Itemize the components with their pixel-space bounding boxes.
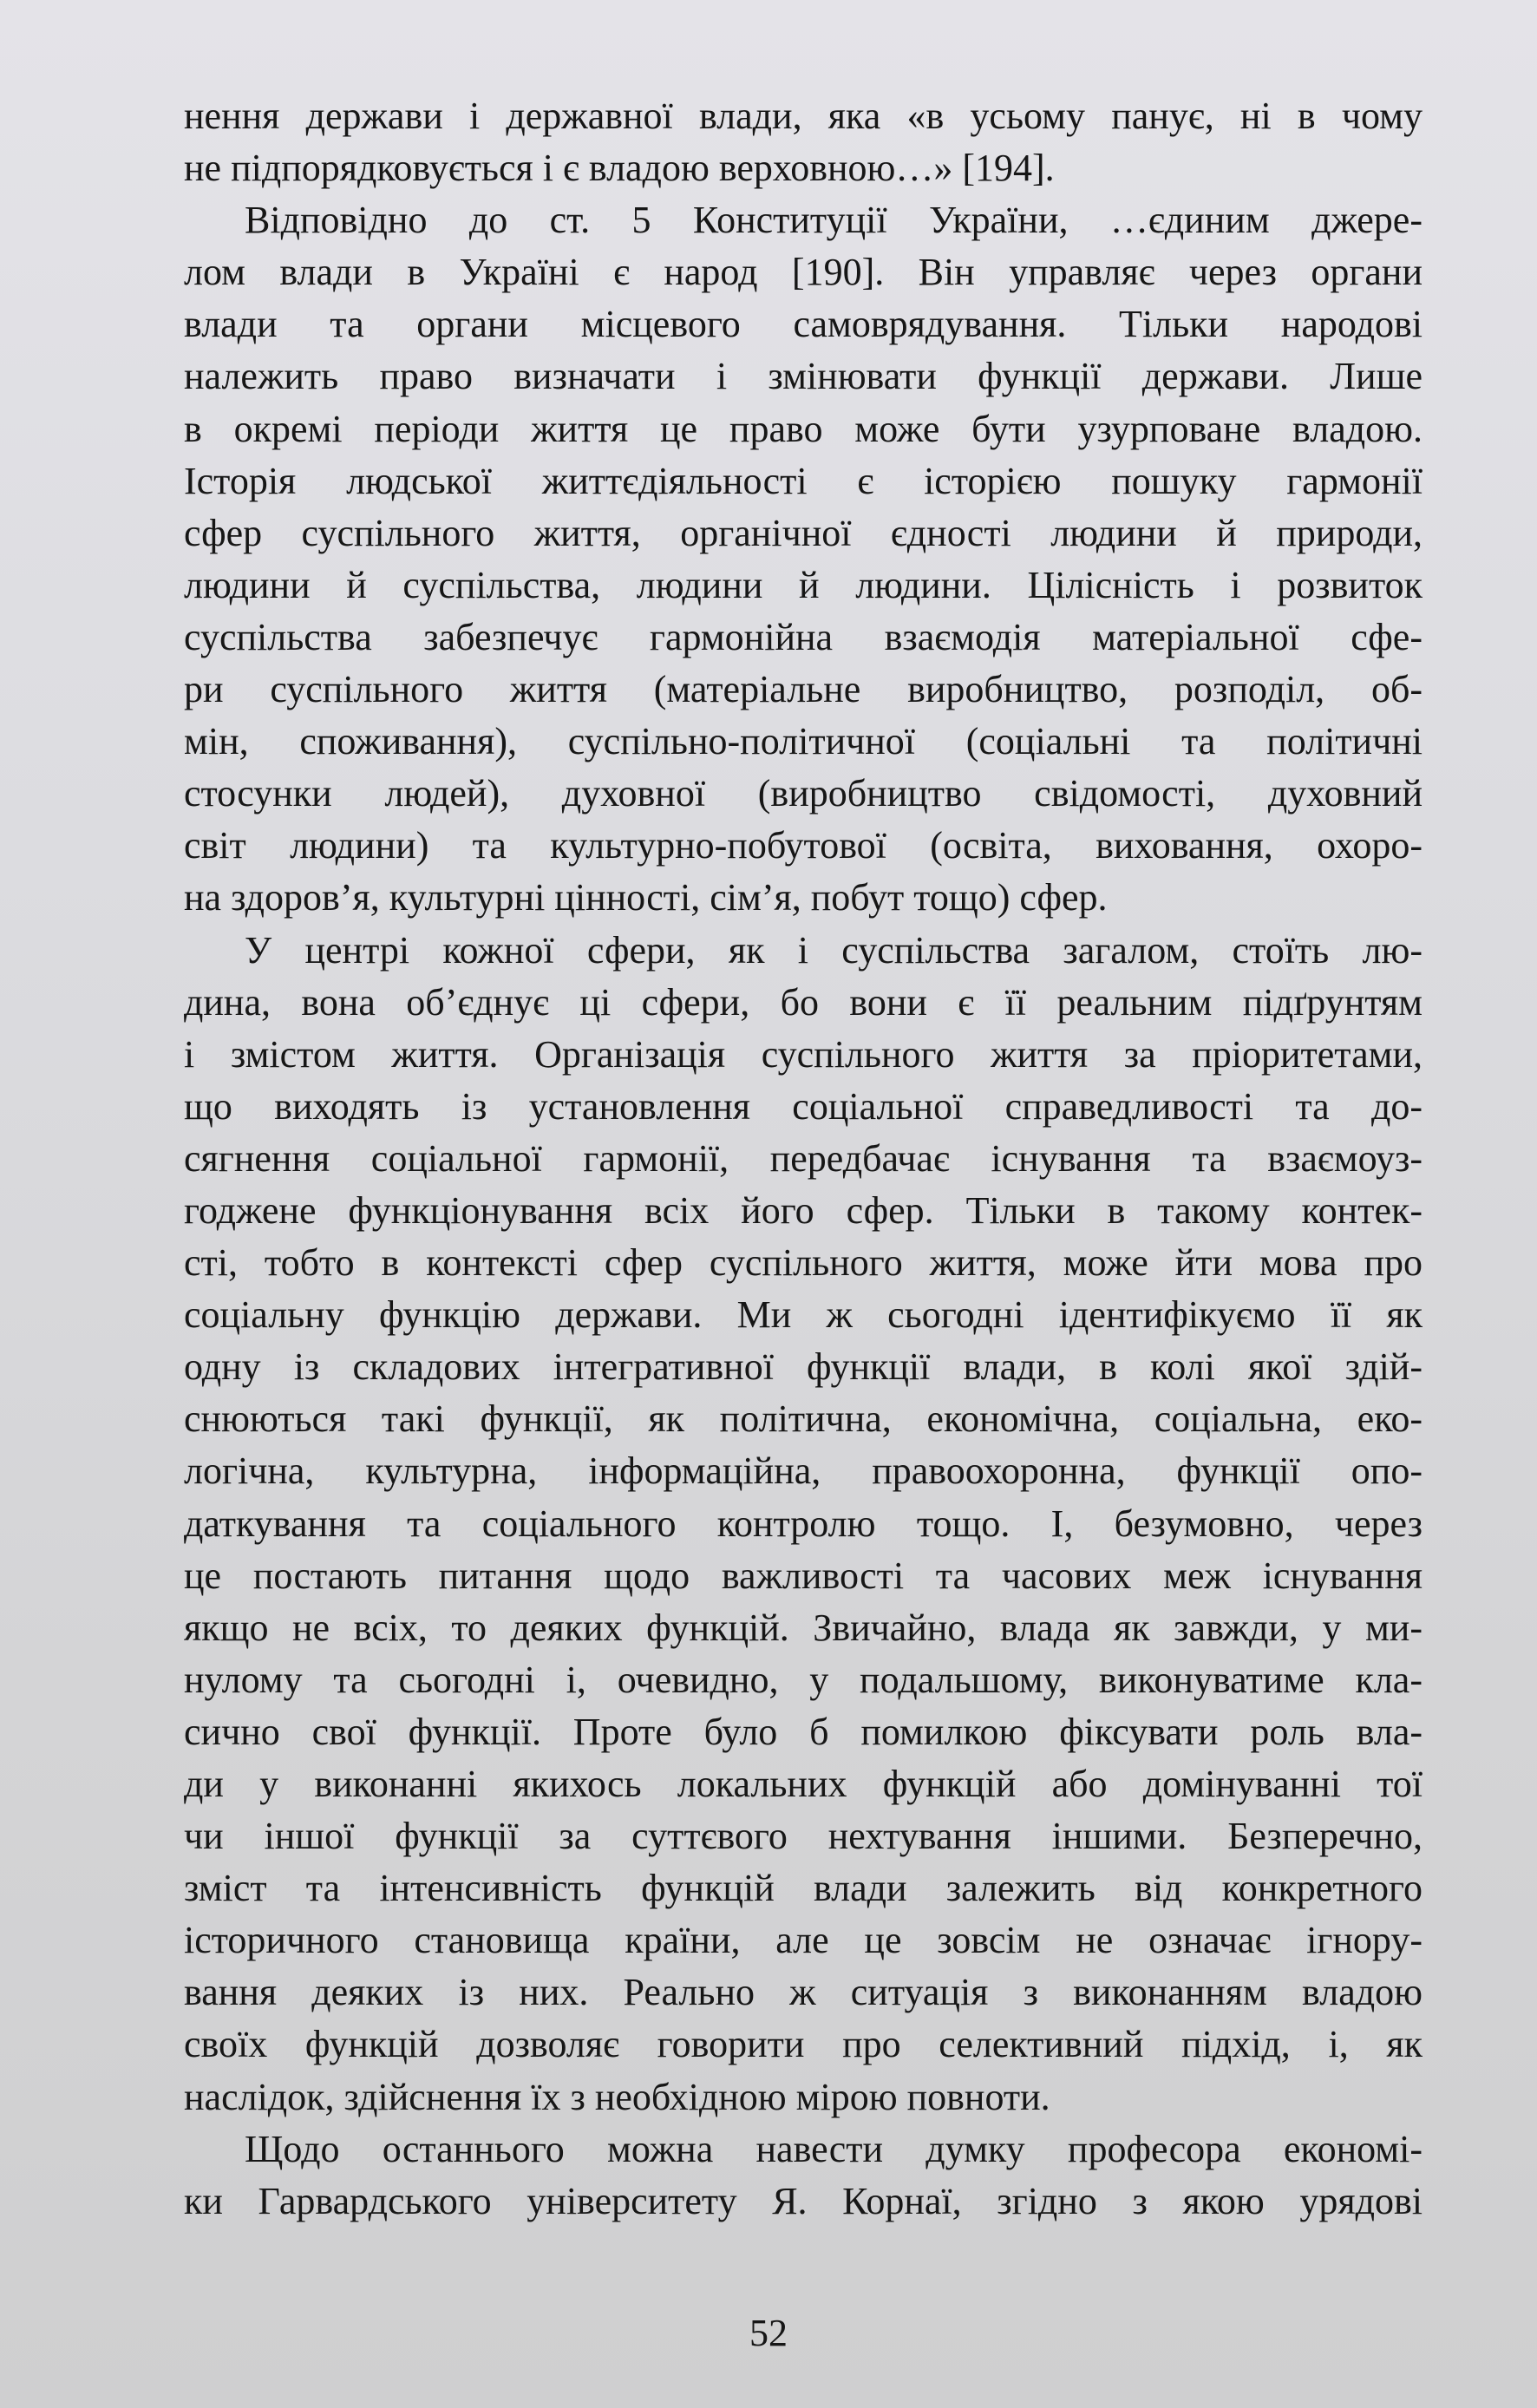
paragraph	[184, 194, 1423, 924]
text-line: Щодо останнього можна навести думку професора економі-	[245, 2127, 1423, 2170]
text-line: якщо не всіх, то деяких функцій. Звичайно, влада як завжди, у ми-	[184, 1606, 1423, 1649]
text-line: історичного становища країни, але це зовсім не означає ігнору-	[184, 1919, 1423, 1962]
text-line: лом влади в Україні є народ [190]. Він управляє через органи	[184, 251, 1423, 294]
text-line: нення держави і державної влади, яка «в усьому панує, ні в чому	[184, 95, 1423, 137]
text-line: сфер суспільного життя, органічної єдності людини й природи,	[184, 511, 1423, 554]
text-line: дина, вона об’єднує ці сфери, бо вони є її реальним підґрунтям	[184, 980, 1423, 1024]
text-line: ди у виконанні якихось локальних функцій або домінуванні тої	[184, 1763, 1423, 1805]
text-line: влади та органи місцевого самоврядування. Тільки народові	[184, 303, 1423, 346]
text-line: ки Гарвардського університету Я. Корнаї, згідно з якою урядові	[184, 2179, 1423, 2222]
text-line: зміст та інтенсивність функцій влади залежить від конкретного	[184, 1867, 1423, 1910]
text-line: належить право визначати і змінювати функції держави. Лише	[184, 355, 1423, 398]
text-line: соціальну функцію держави. Ми ж сьогодні ідентифікуємо її як	[184, 1293, 1423, 1337]
paragraph	[184, 925, 1423, 2123]
text-line: наслідок, здійснення їх з необхідною мірою повноти.	[184, 2075, 1050, 2118]
text-line: снюються такі функції, як політична, економічна, соціальна, еко-	[184, 1397, 1423, 1441]
text-line: нулому та сьогодні і, очевидно, у подальшому, виконуватиме кла-	[184, 1658, 1423, 1701]
body-text	[184, 90, 1423, 2228]
text-line: чи іншої функції за суттєвого нехтування іншими. Безперечно,	[184, 1815, 1423, 1858]
text-line: не підпорядковується і є владою верховною…» [194].	[184, 147, 1055, 190]
text-line: сті, тобто в контексті сфер суспільного життя, може йти мова про	[184, 1241, 1423, 1285]
text-line: ри суспільного життя (матеріальне виробництво, розподіл, об-	[184, 668, 1423, 711]
text-line: годжене функціонування всіх його сфер. Тільки в такому контек-	[184, 1188, 1423, 1232]
text-line: на здоров’я, культурні цінності, сім’я, побут тощо) сфер.	[184, 876, 1108, 919]
text-line: одну із складових інтегративної функції влади, в колі якої здій-	[184, 1345, 1423, 1389]
text-line: світ людини) та культурно-побутової (освіта, виховання, охоро-	[184, 824, 1423, 867]
text-line: У центрі кожної сфери, як і суспільства загалом, стоїть лю-	[245, 928, 1423, 972]
text-line: даткування та соціального контролю тощо. І, безумовно, через	[184, 1502, 1423, 1545]
text-line: своїх функцій дозволяє говорити про селективний підхід, і, як	[184, 2023, 1423, 2066]
page-number: 52	[749, 2312, 788, 2354]
text-line: вання деяких із них. Реально ж ситуація з виконанням владою	[184, 1971, 1423, 2014]
text-line: суспільства забезпечує гармонійна взаємодія матеріальної сфе-	[184, 615, 1423, 658]
text-line: логічна, культурна, інформаційна, правоохоронна, функції опо-	[184, 1449, 1423, 1493]
paragraph	[184, 2123, 1423, 2228]
text-line: Відповідно до ст. 5 Конституції України, …єдиним джере-	[245, 199, 1423, 242]
text-line: що виходять із установлення соціальної справедливості та до-	[184, 1084, 1423, 1128]
text-line: Історія людської життєдіяльності є історією пошуку гармонії	[184, 459, 1423, 502]
text-line: мін, споживання), суспільно-політичної (соціальні та політичні	[184, 720, 1423, 763]
text-line: в окремі періоди життя це право може бути узурповане владою.	[184, 407, 1423, 450]
text-line: це постають питання щодо важливості та часових меж існування	[184, 1554, 1423, 1597]
text-line: сягнення соціальної гармонії, передбачає існування та взаємоуз-	[184, 1136, 1423, 1180]
text-line: сично свої функції. Проте було б помилкою фіксувати роль вла-	[184, 1710, 1423, 1753]
text-line: стосунки людей), духовної (виробництво свідомості, духовний	[184, 772, 1423, 815]
paragraph	[184, 90, 1423, 194]
text-line: людини й суспільства, людини й людини. Цілісність і розвиток	[184, 563, 1423, 606]
text-line: і змістом життя. Організація суспільного життя за пріоритетами,	[184, 1032, 1423, 1076]
